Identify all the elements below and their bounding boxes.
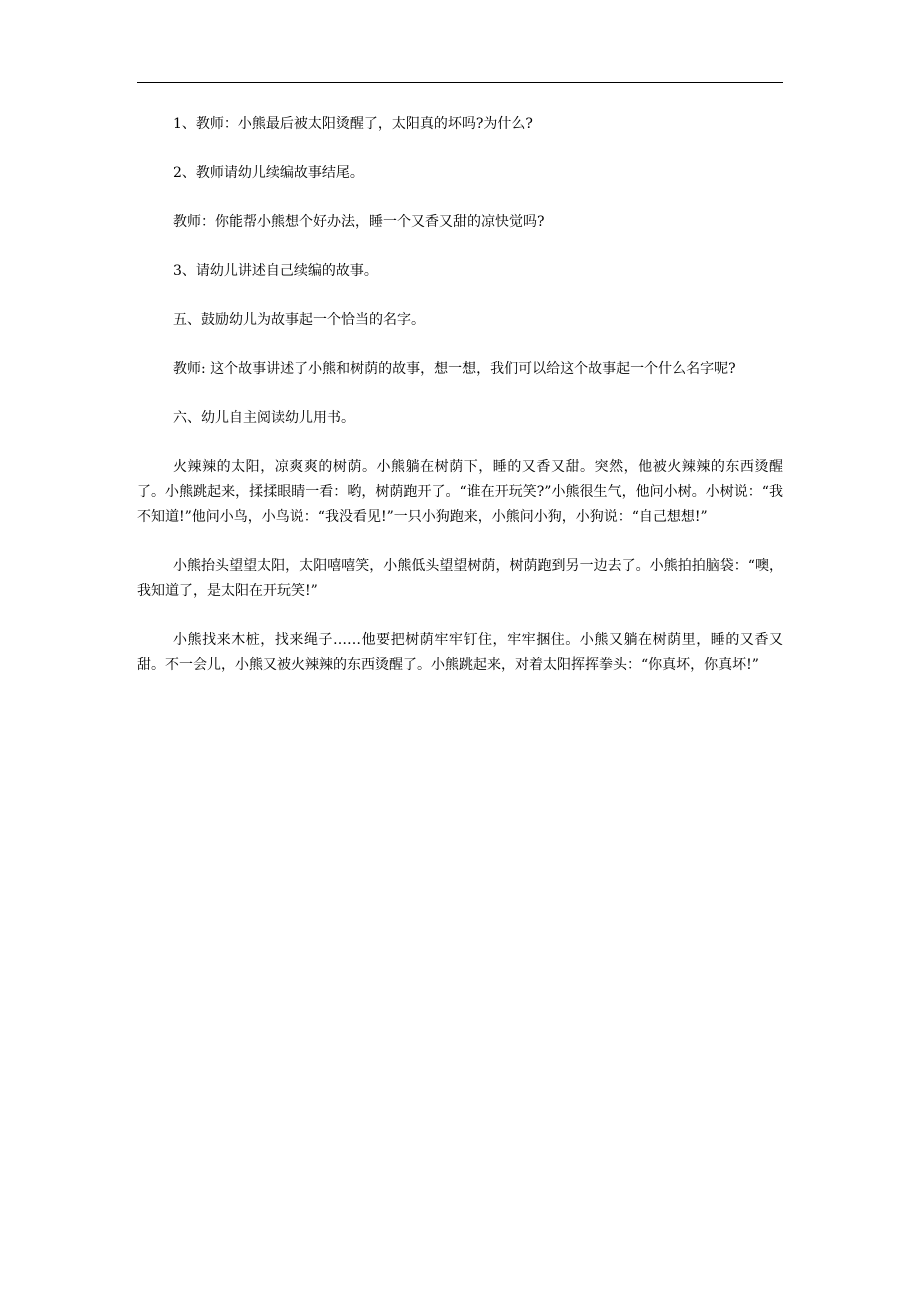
header-rule xyxy=(137,82,783,83)
section-five-heading: 五、鼓励幼儿为故事起一个恰当的名字。 xyxy=(173,312,425,328)
teacher-prompt-name-story: 教师: 这个故事讲述了小熊和树荫的故事，想一想，我们可以给这个故事起一个什么名字呢? xyxy=(173,361,736,377)
document-body xyxy=(137,112,783,702)
question-why-sun-bad: 1、教师：小熊最后被太阳烫醒了，太阳真的坏吗?为什么? xyxy=(173,116,533,132)
section-six-heading: 六、幼儿自主阅读幼儿用书。 xyxy=(173,410,355,426)
story-paragraph-1: 火辣辣的太阳，凉爽爽的树荫。小熊躺在树荫下，睡的又香又甜。突然，他被火辣辣的东西烫醒了。小熊跳起来，揉揉眼睛一看：哟，树荫跑开了。“谁在开玩笑?”小熊很生气，他问小树。小树说：“我不知道!”他问小鸟，小鸟说：“我没看见!”一只小狗跑来，小熊问小狗，小狗说：“自己想想!” xyxy=(137,459,783,525)
tell-own-story-instruction: 3、请幼儿讲述自己续编的故事。 xyxy=(173,263,378,279)
story-paragraph-3: 小熊找来木桩，找来绳子……他要把树荫牢牢钉住，牢牢捆住。小熊又躺在树荫里，睡的又香又甜。不一会儿，小熊又被火辣辣的东西烫醒了。小熊跳起来，对着太阳挥挥拳头：“你真坏，你真坏!” xyxy=(137,632,783,673)
continue-story-instruction: 2、教师请幼儿续编故事结尾。 xyxy=(173,165,364,181)
teacher-prompt-good-idea: 教师：你能帮小熊想个好办法，睡一个又香又甜的凉快觉吗? xyxy=(173,214,545,230)
story-paragraph-2: 小熊抬头望望太阳，太阳嘻嘻笑，小熊低头望望树荫，树荫跑到另一边去了。小熊拍拍脑袋：“噢，我知道了，是太阳在开玩笑!” xyxy=(137,558,783,599)
